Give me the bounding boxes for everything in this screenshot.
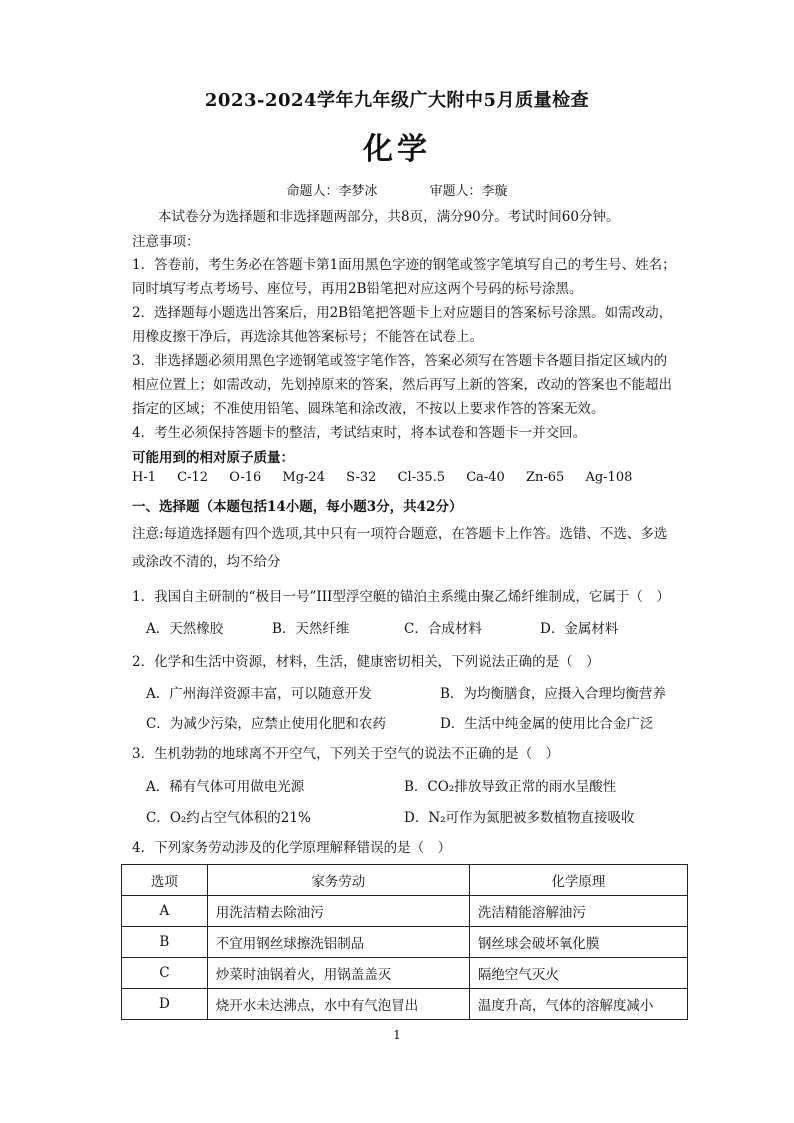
- atomic-mass: S-32: [346, 470, 377, 485]
- table-cell: A: [122, 896, 208, 927]
- subject-title: 化学: [363, 132, 431, 167]
- table-cell: 洗洁精能溶解油污: [469, 896, 687, 927]
- atomic-mass: Ag-108: [585, 470, 633, 485]
- question-stem: 3．生机勃勃的地球离不开空气，下列关于空气的说法不正确的是（ ）: [132, 746, 560, 762]
- intro-text: 本试卷分为选择题和非选择题两部分，共8页，满分90分。考试时间60分钟。: [158, 209, 620, 225]
- atomic-mass: Ca-40: [466, 470, 505, 485]
- note-line: 同时填写考点考场号、座位号，再用2B铅笔把对应这两个号码的标号涂黑。: [132, 281, 583, 297]
- option-c: C．为减少污染，应禁止使用化肥和农药: [146, 716, 386, 732]
- atomic-mass-heading: 可能用到的相对原子质量：: [132, 450, 294, 466]
- table-cell: 钢丝球会破坏氧化膜: [469, 927, 687, 958]
- table-header: 家务劳动: [207, 865, 469, 896]
- note-line: 1．答卷前，考生务必在答题卡第1面用黑色字迹的钢笔或签字笔填写自己的考生号、姓名；: [132, 257, 676, 273]
- table-row: [122, 896, 688, 927]
- note-line: 4．考生必须保持答题卡的整洁，考试结束时，将本试卷和答题卡一并交回。: [132, 425, 587, 441]
- section-heading: 一、选择题（本题包括14小题，每小题3分，共42分）: [132, 499, 463, 515]
- page-number: 1: [393, 1028, 401, 1042]
- notes-heading: 注意事项：: [132, 234, 200, 250]
- option-a: A．广州海洋资源丰富，可以随意开发: [146, 686, 372, 702]
- question-stem: 1．我国自主研制的“极目一号”III型浮空艇的锚泊主系缆由聚乙烯纤维制成，它属于（ ）: [132, 589, 670, 605]
- question-stem: 4．下列家务劳动涉及的化学原理解释错误的是（ ）: [132, 840, 452, 856]
- section-note: 或涂改不清的，均不给分: [132, 554, 281, 570]
- authors-line: [0, 180, 794, 199]
- table-row: [122, 958, 688, 989]
- atomic-mass-list: [132, 470, 649, 485]
- exam-title: 2023-2024学年九年级广大附中5月质量检查: [204, 90, 590, 111]
- atomic-mass: C-12: [177, 470, 209, 485]
- note-line: 指定的区域；不准使用铅笔、圆珠笔和涂改液，不按以上要求作答的答案无效。: [132, 401, 605, 417]
- section-note: 注意:每道选择题有四个选项,其中只有一项符合题意，在答题卡上作答。选错、不选、多选: [132, 526, 668, 542]
- table-cell: D: [122, 989, 208, 1020]
- table-cell: 炒菜时油锅着火，用锅盖盖灭: [207, 958, 469, 989]
- atomic-mass: H-1: [132, 470, 157, 485]
- question-4-table: [121, 864, 688, 1020]
- note-line: 2．选择题每小题选出答案后，用2B铅笔把答题卡上对应题目的答案标号涂黑。如需改动，: [132, 305, 673, 321]
- option-b: B．CO₂排放导致正常的雨水呈酸性: [404, 779, 617, 795]
- note-line: 3．非选择题必须用黑色字迹钢笔或签字笔作答，答案必须写在答题卡各题目指定区域内的: [132, 353, 668, 369]
- atomic-mass: Mg-24: [282, 470, 325, 485]
- option-d: D．N₂可作为氮肥被多数植物直接吸收: [404, 810, 635, 826]
- atomic-mass: O-16: [229, 470, 262, 485]
- option-b: B．为均衡膳食，应摄入合理均衡营养: [440, 686, 666, 702]
- note-line: 用橡皮擦干净后，再选涂其他答案标号；不能答在试卷上。: [132, 329, 483, 345]
- option-a: A．稀有气体可用做电光源: [146, 779, 305, 795]
- option-b: B．天然纤维: [272, 621, 350, 637]
- table-cell: C: [122, 958, 208, 989]
- table-row: [122, 989, 688, 1020]
- option-d: D．金属材料: [540, 621, 619, 637]
- atomic-mass: Cl-35.5: [397, 470, 446, 485]
- option-c: C．O₂约占空气体积的21%: [146, 810, 311, 826]
- option-d: D．生活中纯金属的使用比合金广泛: [440, 716, 654, 732]
- note-line: 相应位置上；如需改动，先划掉原来的答案，然后再写上新的答案，改动的答案也不能超出: [132, 377, 672, 393]
- table-header: 化学原理: [469, 865, 687, 896]
- table-cell: B: [122, 927, 208, 958]
- table-header-row: [122, 865, 688, 896]
- table-cell: 温度升高，气体的溶解度减小: [469, 989, 687, 1020]
- table-cell: 不宜用钢丝球擦洗铝制品: [207, 927, 469, 958]
- atomic-mass: Zn-65: [525, 470, 565, 485]
- option-c: C．合成材料: [404, 621, 482, 637]
- table-row: [122, 927, 688, 958]
- option-a: A．天然橡胶: [146, 621, 224, 637]
- table-cell: 隔绝空气灭火: [469, 958, 687, 989]
- table-cell: 用洗洁精去除油污: [207, 896, 469, 927]
- table-header: 选项: [122, 865, 208, 896]
- question-stem: 2．化学和生活中资源，材料，生活，健康密切相关，下列说法正确的是（ ）: [132, 654, 600, 670]
- reviewer-label: 审题人：李璇: [429, 184, 508, 199]
- setter-label: 命题人：李梦冰: [286, 184, 378, 199]
- table-cell: 烧开水未达沸点，水中有气泡冒出: [207, 989, 469, 1020]
